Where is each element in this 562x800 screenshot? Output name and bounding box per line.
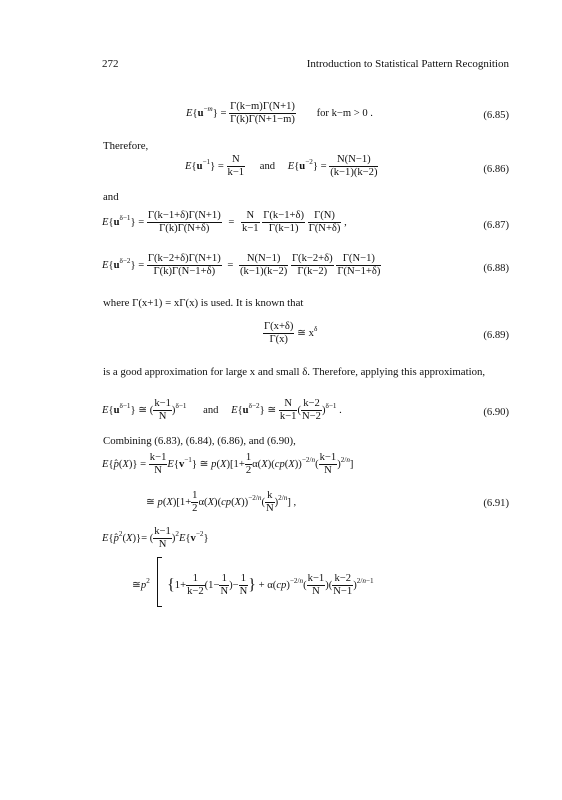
- denominator: N: [312, 585, 320, 597]
- lhs: $E\{u^{-m}\}$ =: [186, 104, 227, 119]
- denominator: 2: [192, 502, 198, 514]
- numerator: 1: [192, 490, 198, 501]
- running-title: Introduction to Statistical Pattern Recognition: [306, 58, 509, 70]
- numerator: Γ(k−1+δ): [263, 210, 304, 221]
- equation-6-89: $\frac{\Gamma(x+\delta)}{\Gamma(x)}$ ≅ $x^\delta$: [264, 321, 318, 345]
- numerator: k−1: [154, 398, 171, 409]
- numerator: k: [265, 490, 275, 503]
- denominator: N−2: [302, 410, 321, 422]
- text-and: and: [103, 191, 119, 203]
- text-good-approx: is a good approximation for large x and small δ. Therefore, applying this approximation,: [103, 366, 486, 378]
- numerator: 1: [245, 452, 252, 463]
- numerator: N: [241, 210, 260, 223]
- numerator: Γ(N): [308, 210, 342, 223]
- fraction: [329, 154, 378, 179]
- denominator: N: [265, 502, 274, 514]
- equation-6-90: $E\{u^{\delta-1}\}$ ≅ ( $\frac{k-1}{N}$ )$^{\delta-1}$ and $E\{u^{\delta-2}\}$ ≅ $\frac{N}{k-1}$ ( $\frac{k-2}{N-2}$ )$^{\delta-1}$ .: [102, 398, 342, 422]
- numerator: k−1: [319, 452, 337, 463]
- numerator: k−2: [301, 398, 322, 411]
- denominator: k−2: [187, 585, 204, 597]
- denominator: N: [239, 585, 248, 597]
- denominator: N: [220, 585, 229, 597]
- numerator: k−1: [154, 526, 171, 537]
- equation-number: (6.88): [483, 263, 509, 274]
- denominator: Γ(k−2): [297, 265, 328, 277]
- and-word: and: [203, 404, 219, 416]
- denominator: Γ(x): [269, 333, 288, 345]
- equation-6-87: $E\{u^{\delta-1}\}$ = $\frac{\Gamma(k-1+\delta)\Gamma(N+1)}{\Gamma(k)\Gamma(N+\delta)}$ = $\frac{N}{k-1}$ $\frac{\Gamma(k-1+\delta)}{\Gamma(k-1)}$ $\frac{\Gamma(N)}{\Gamma(N+\delta)}$ ,: [102, 210, 347, 234]
- denominator: Γ(N+δ): [308, 222, 341, 234]
- text-therefore: Therefore,: [103, 140, 149, 152]
- equation-6-91-line2: ≅ p(X)[1+ $\frac{1}{2}$ $\alpha(X)(cp(X))^{-2/n}$( $\frac{k}{N}$ )$^{2/n}$] ,: [146, 490, 297, 514]
- numerator: k−2: [332, 573, 353, 586]
- equation-second-moment: E{p̂$^2$(X)}= ( $\frac{k-1}{N}$ )$^2E\{v^{-2}\}$: [102, 526, 209, 550]
- numerator: Γ(k−1+δ)Γ(N+1): [147, 210, 221, 221]
- equation-6-91-line1: E{p̂(X)} = $\frac{k-1}{N}$ $E\{v^{-1}\}$ ≅ p(X)[1+ $\frac{1}{2}$ $\alpha(X)(cp(X))^{-2/n}$( $\frac{k-1}{N}$ )$^{2/n}$]: [102, 452, 354, 476]
- denominator: (k−1)(k−2): [330, 166, 378, 178]
- numerator: 1: [219, 573, 229, 586]
- equation-number: (6.86): [483, 164, 509, 175]
- equation-6-88: $E\{u^{\delta-2}\}$ = $\frac{\Gamma(k-2+\delta)\Gamma(N+1)}{\Gamma(k)\Gamma(N-1+\delta)}$ = $\frac{N(N-1)}{(k-1)(k-2)}$ $\frac{\Gamma(k-2+\delta)}{\Gamma(k-2)}$ $\frac{\Gamma(N-1)}{\Gamma(N-1+\delta)}$: [102, 253, 381, 277]
- numerator: k−1: [307, 573, 325, 584]
- fraction: [229, 101, 296, 126]
- denominator: k−1: [279, 410, 297, 422]
- numerator: N: [227, 154, 246, 167]
- page-number: 272: [102, 58, 119, 70]
- text-where: where Γ(x+1) = xΓ(x) is used. It is known that: [103, 297, 304, 309]
- numerator: Γ(k−2+δ): [291, 253, 333, 264]
- equation-number: (6.90): [483, 407, 509, 418]
- denominator: 2: [245, 464, 252, 476]
- denominator: Γ(k)Γ(N+δ): [159, 222, 210, 234]
- numerator: k−1: [149, 452, 167, 463]
- equation-number: (6.85): [483, 110, 509, 121]
- numerator: Γ(N−1): [336, 253, 381, 266]
- equation-number: (6.91): [483, 498, 509, 509]
- numerator: Γ(k−m)Γ(N+1): [230, 101, 295, 112]
- numerator: Γ(k−2+δ)Γ(N+1): [147, 253, 221, 264]
- rhs: ≅ x: [297, 327, 314, 339]
- fraction: [227, 154, 246, 179]
- denominator: k−1: [242, 222, 259, 234]
- numerator: N(N−1): [239, 253, 288, 266]
- and-word: and: [259, 160, 276, 172]
- equation-6-85: [186, 101, 373, 126]
- equation-number: (6.89): [483, 330, 509, 341]
- equation-6-86: $E\{u^{-1}\}$ = $\frac{N}{k-1}$ and $E\{u^{-2}\}$ = $\frac{N(N-1)}{(k-1)(k-2)}$: [185, 154, 378, 178]
- denominator: Γ(k)Γ(N−1+δ): [153, 265, 216, 277]
- numerator: N: [279, 398, 298, 411]
- denominator: Γ(k)Γ(N+1−m): [230, 113, 295, 125]
- text-combining: Combining (6.83), (6.84), (6.86), and (6.90),: [103, 435, 296, 447]
- equation-second-moment-line2: $≅p^2$ {1+ $\frac{1}{k-2}$ (1− $\frac{1}{N}$ )− $\frac{1}{N}$ } + α(cp)$^{-2/n}$( $\frac{k-1}{N}$ )( $\frac{k-2}{N-1}$ )$^{2/n-1}$: [132, 573, 374, 597]
- numerator: 1: [239, 573, 249, 586]
- denominator: N: [158, 538, 167, 550]
- numerator: Γ(x+δ): [264, 321, 294, 332]
- denominator: N: [158, 410, 167, 422]
- numerator: N(N−1): [329, 154, 378, 167]
- condition: for k−m > 0 .: [316, 107, 373, 119]
- denominator: N: [154, 464, 162, 476]
- denominator: Γ(N−1+δ): [337, 265, 381, 277]
- numerator: 1: [186, 573, 205, 586]
- denominator: N: [324, 464, 332, 476]
- denominator: N−1: [333, 585, 353, 597]
- denominator: k−1: [227, 166, 245, 178]
- equation-number: (6.87): [483, 220, 509, 231]
- denominator: (k−1)(k−2): [240, 265, 288, 277]
- denominator: Γ(k−1): [268, 222, 299, 234]
